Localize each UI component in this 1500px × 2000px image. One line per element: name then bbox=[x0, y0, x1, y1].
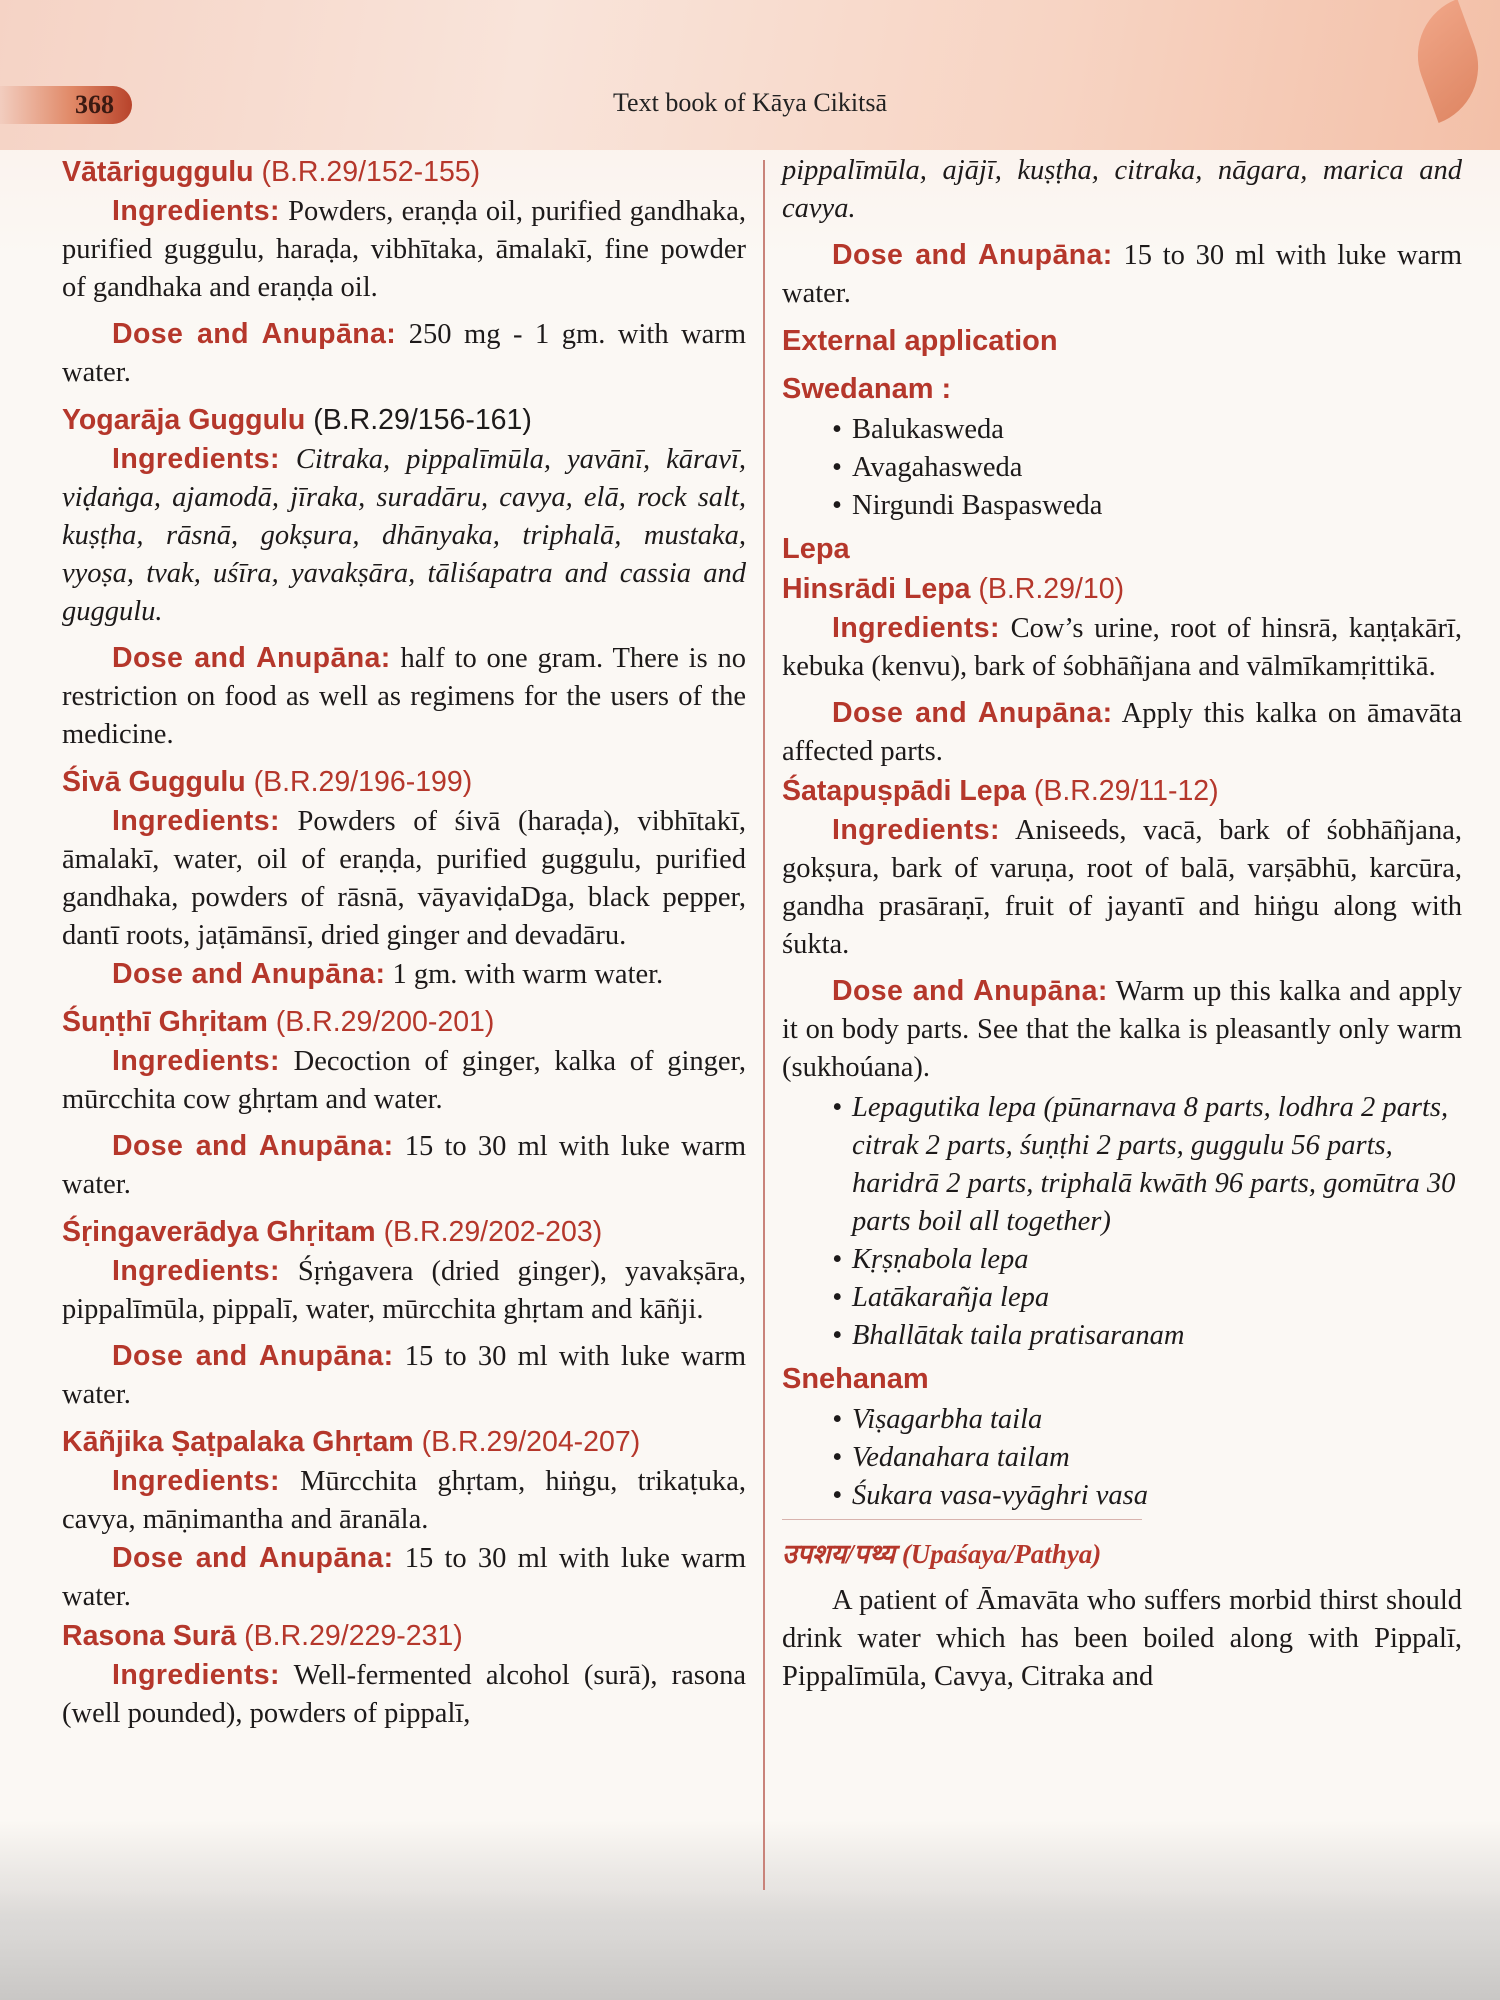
ingredients-vatariguggulu: Ingredients: Powders, eraṇḍa oil, purified gandhaka, purified guggulu, haraḍa, vibhītaka, āmalakī, fine powder of gandhaka and eraṇḍa oil. bbox=[62, 195, 747, 303]
section-title-rasona-sura: Rasona Surā (B.R.29/229-231) bbox=[62, 1620, 463, 1652]
section-title-sringaveradya-ghritam: Śṛingaverādya Ghṛitam (B.R.29/202-203) bbox=[62, 1216, 603, 1248]
dose-sunthi-ghritam: Dose and Anupāna: 15 to 30 ml with luke warm water. bbox=[62, 1130, 746, 1200]
external-application-heading: External application bbox=[782, 325, 1058, 357]
list-item: • Nirgundi Baspasweda bbox=[852, 487, 1462, 525]
ingredients-siva-guggulu: Ingredients: Powders of śivā (haraḍa), vibhītakī, āmalakī, water, oil of eraṇḍa, purified guggulu, purified gandhaka, powders of rāsnā, vāyaviḍaDga, black pepper, dantī roots, jaṭāmānsī, dried ginger and devadāru. bbox=[62, 805, 747, 951]
section-title-kanjika-satpalaka-ghrtam: Kāñjika Ṣaṭpalaka Ghṛtam (B.R.29/204-207) bbox=[62, 1426, 641, 1458]
dose-sringaveradya-ghritam: Dose and Anupāna: 15 to 30 ml with luke warm water. bbox=[62, 1340, 746, 1410]
ingredients-kanjika-satpalaka-ghrtam: Ingredients: Mūrcchita ghṛtam, hiṅgu, trikaṭuka, cavya, māṇimantha and āranāla. bbox=[62, 1465, 747, 1535]
dose-kanjika-satpalaka-ghrtam: Dose and Anupāna: 15 to 30 ml with luke warm water. bbox=[62, 1542, 746, 1612]
dose-rasona-sura: Dose and Anupāna: 15 to 30 ml with luke warm water. bbox=[782, 239, 1462, 309]
section-rule bbox=[782, 1519, 1142, 1520]
right-column bbox=[782, 152, 1462, 1696]
section-title-siva-guggulu: Śivā Guggulu (B.R.29/196-199) bbox=[62, 766, 473, 798]
running-title: Text book of Kāya Cikitsā bbox=[612, 88, 887, 117]
list-item: • Śukara vasa-vyāghri vasa bbox=[852, 1477, 1462, 1515]
lepa-list bbox=[782, 1089, 1462, 1355]
ingredients-sringaveradya-ghritam: Ingredients: Śṛṅgavera (dried ginger), yavakṣāra, pippalīmūla, pippalī, water, mūrcchita ghṛtam and kāñji. bbox=[62, 1255, 747, 1325]
rasona-ingredients-continued: pippalīmūla, ajājī, kuṣṭha, citraka, nāgara, marica and cavya. bbox=[782, 155, 1462, 224]
pathya-heading: उपशय/पथ्य (Upaśaya/Pathya) bbox=[782, 1539, 1102, 1569]
section-title-yogaraja-guggulu: Yogarāja Guggulu (B.R.29/156-161) bbox=[62, 404, 532, 436]
list-item: • Viṣagarbha taila bbox=[852, 1401, 1462, 1439]
dose-yogaraja-guggulu: Dose and Anupāna: half to one gram. There is no restriction on food as well as regimens for the users of the medicine. bbox=[62, 642, 746, 750]
dose-siva-guggulu: Dose and Anupāna: 1 gm. with warm water. bbox=[112, 958, 664, 990]
section-title-hinsradi-lepa: Hinsrādi Lepa (B.R.29/10) bbox=[782, 573, 1125, 605]
list-item: • Latākarañja lepa bbox=[852, 1279, 1462, 1317]
snehanam-list bbox=[782, 1401, 1462, 1515]
dose-satapuspadi-lepa: Dose and Anupāna: Warm up this kalka and apply it on body parts. See that the kalka is pleasantly only warm (sukhoúana). bbox=[782, 975, 1462, 1083]
column-divider bbox=[763, 160, 765, 1890]
snehanam-heading: Snehanam bbox=[782, 1363, 929, 1395]
ingredients-yogaraja-guggulu: Ingredients: Citraka, pippalīmūla, yavānī, kāravī, viḍaṅga, ajamodā, jīraka, suradāru, cavya, elā, rock salt, kuṣṭha, rāsnā, gokṣura, dhānyaka, triphalā, mustaka, vyoṣa, tvak, uśīra, yavakṣāra, tāliśapatra and cassia and guggulu. bbox=[62, 443, 746, 627]
section-title-sunthi-ghritam: Śuṇṭhī Ghṛitam (B.R.29/200-201) bbox=[62, 1006, 495, 1038]
swedanam-heading: Swedanam : bbox=[782, 373, 952, 405]
ingredients-rasona-sura: Ingredients: Well-fermented alcohol (surā), rasona (well pounded), powders of pippalī, bbox=[62, 1659, 746, 1729]
ingredients-hinsradi-lepa: Ingredients: Cow’s urine, root of hinsrā, kaṇṭakārī, kebuka (kenvu), bark of śobhāñjana and vālmīkamṛittikā. bbox=[782, 612, 1463, 682]
list-item: • Avagahasweda bbox=[852, 449, 1462, 487]
section-title-vatariguggulu: Vātāriguggulu (B.R.29/152-155) bbox=[62, 156, 481, 188]
list-item: • Balukasweda bbox=[852, 411, 1462, 449]
section-title-satapuspadi-lepa: Śatapuṣpādi Lepa (B.R.29/11-12) bbox=[782, 775, 1219, 807]
page-number: 368 bbox=[0, 86, 132, 124]
header-band bbox=[0, 0, 1500, 150]
swedanam-list bbox=[782, 411, 1462, 525]
ingredients-sunthi-ghritam: Ingredients: Decoction of ginger, kalka of ginger, mūrcchita cow ghṛtam and water. bbox=[62, 1045, 747, 1115]
pathya-paragraph: A patient of Āmavāta who suffers morbid thirst should drink water which has been boiled along with Pippalī, Pippalīmūla, Cavya, Citraka and bbox=[782, 1585, 1462, 1692]
lepa-heading: Lepa bbox=[782, 533, 850, 565]
list-item: • Lepagutika lepa (pūnarnava 8 parts, lodhra 2 parts, citrak 2 parts, śuṇṭhi 2 parts, guggulu 56 parts, haridrā 2 parts, triphalā kwāth 96 parts, gomūtra 30 parts boil all together) bbox=[852, 1089, 1462, 1241]
dose-hinsradi-lepa: Dose and Anupāna: Apply this kalka on āmavāta affected parts. bbox=[782, 697, 1462, 767]
list-item: • Vedanahara tailam bbox=[852, 1439, 1462, 1477]
list-item: • Bhallātak taila pratisaranam bbox=[852, 1317, 1462, 1355]
list-item: • Kṛṣṇabola lepa bbox=[852, 1241, 1462, 1279]
page-bottom-shadow bbox=[0, 1890, 1500, 2000]
dose-vatariguggulu: Dose and Anupāna: 250 mg - 1 gm. with warm water. bbox=[62, 318, 746, 388]
ingredients-satapuspadi-lepa: Ingredients: Aniseeds, vacā, bark of śobhāñjana, gokṣura, bark of varuṇa, root of balā, varṣābhū, karcūra, gandha prasāraṇī, fruit of jayantī and hiṅgu along with śukta. bbox=[782, 814, 1462, 960]
left-column bbox=[62, 152, 746, 1733]
